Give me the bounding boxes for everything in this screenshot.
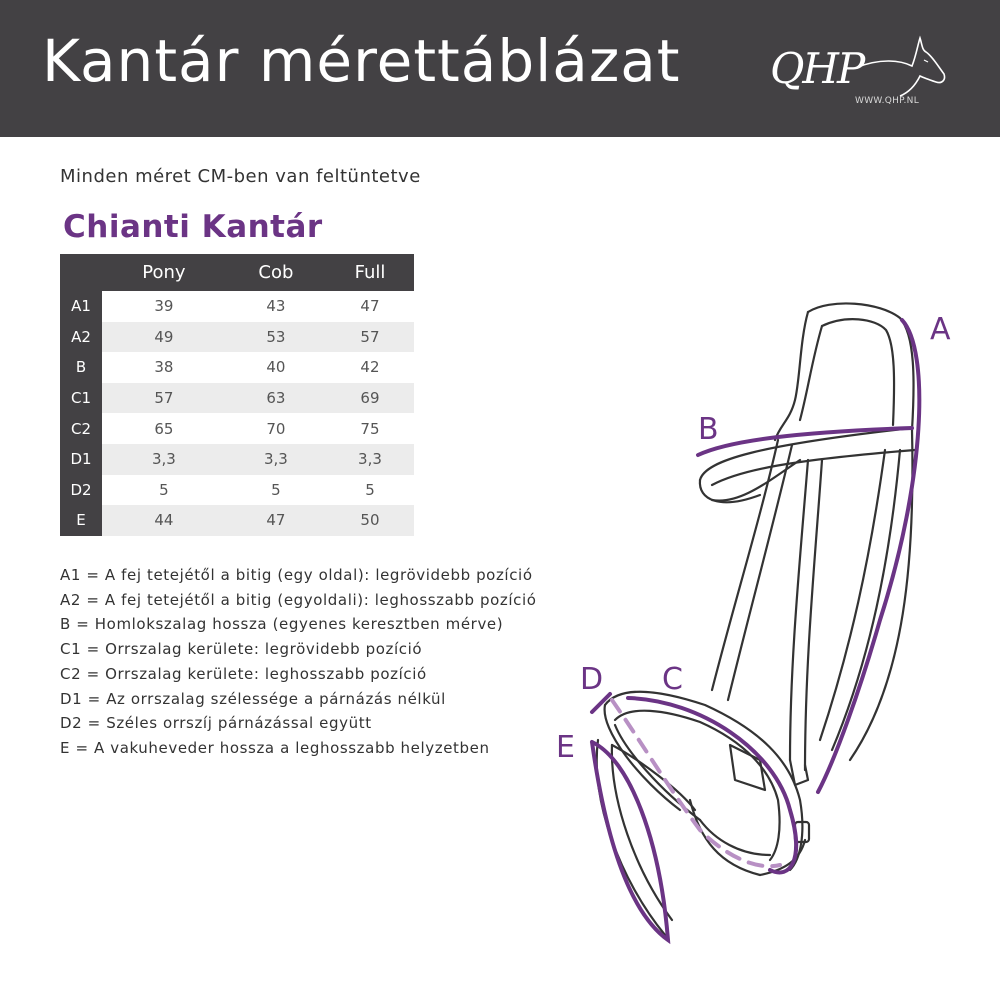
legend-item: C1 = Orrszalag kerülete: legrövidebb pozíció	[60, 640, 423, 659]
table-cell: 57	[102, 383, 226, 414]
table-cell: 3,3	[226, 444, 326, 475]
measurement-legend	[60, 563, 537, 761]
legend-item: B = Homlokszalag hossza (egyenes keresztben mérve)	[60, 615, 504, 634]
row-label: E	[60, 505, 102, 536]
table-cell: 43	[226, 291, 326, 322]
label-a: A	[930, 312, 951, 347]
table-cell: 69	[326, 383, 414, 414]
table-cell: 47	[326, 291, 414, 322]
column-header: Full	[326, 254, 414, 291]
table-row	[60, 505, 414, 536]
table-row	[60, 475, 414, 506]
table-cell: 47	[226, 505, 326, 536]
table-cell: 50	[326, 505, 414, 536]
legend-item: D1 = Az orrszalag szélessége a párnázás nélkül	[60, 689, 446, 708]
units-note: Minden méret CM-ben van feltüntetve	[60, 166, 421, 187]
legend-item: A2 = A fej tetejétől a bitig (egyoldali): leghosszabb pozíció	[60, 590, 537, 609]
table-cell: 44	[102, 505, 226, 536]
legend-item: A1 = A fej tetejétől a bitig (egy oldal): legrövidebb pozíció	[60, 566, 533, 584]
table-row	[60, 352, 414, 383]
table-cell: 5	[326, 475, 414, 506]
column-header: Pony	[102, 254, 226, 291]
table-cell: 49	[102, 322, 226, 353]
table-cell: 39	[102, 291, 226, 322]
table-row	[60, 322, 414, 353]
table-row	[60, 291, 414, 322]
page-title: Kantár mérettáblázat	[42, 27, 681, 95]
row-label: D1	[60, 444, 102, 475]
column-header: Cob	[226, 254, 326, 291]
row-label: C2	[60, 413, 102, 444]
table-cell: 70	[226, 413, 326, 444]
label-d: D	[580, 662, 604, 697]
logo-url: WWW.QHP.NL	[855, 96, 920, 106]
table-cell: 38	[102, 352, 226, 383]
table-cell: 57	[326, 322, 414, 353]
label-e: E	[556, 730, 575, 765]
logo-brand: QHP	[770, 44, 864, 93]
table-corner	[60, 254, 102, 291]
table-cell: 42	[326, 352, 414, 383]
table-cell: 63	[226, 383, 326, 414]
bridle-diagram	[540, 290, 1000, 950]
legend-item: E = A vakuheveder hossza a leghosszabb helyzetben	[60, 738, 490, 757]
table-row	[60, 413, 414, 444]
table-cell: 3,3	[102, 444, 226, 475]
bridle-illustration	[540, 290, 1000, 950]
table-cell: 3,3	[326, 444, 414, 475]
legend-item: C2 = Orrszalag kerülete: leghosszabb pozíció	[60, 664, 427, 683]
size-table	[60, 254, 414, 536]
row-label: A2	[60, 322, 102, 353]
product-name: Chianti Kantár	[63, 209, 323, 245]
header-banner	[0, 0, 1000, 137]
row-label: A1	[60, 291, 102, 322]
table-cell: 75	[326, 413, 414, 444]
label-b: B	[698, 412, 719, 447]
row-label: D2	[60, 475, 102, 506]
qhp-logo	[760, 30, 960, 115]
table-row	[60, 383, 414, 414]
row-label: B	[60, 352, 102, 383]
table-row	[60, 444, 414, 475]
legend-item: D2 = Széles orrszíj párnázással együtt	[60, 714, 372, 733]
table-cell: 40	[226, 352, 326, 383]
table-cell: 5	[102, 475, 226, 506]
table-cell: 53	[226, 322, 326, 353]
label-c: C	[662, 662, 683, 697]
table-header-row	[60, 254, 414, 291]
table-cell: 5	[226, 475, 326, 506]
table-cell: 65	[102, 413, 226, 444]
row-label: C1	[60, 383, 102, 414]
